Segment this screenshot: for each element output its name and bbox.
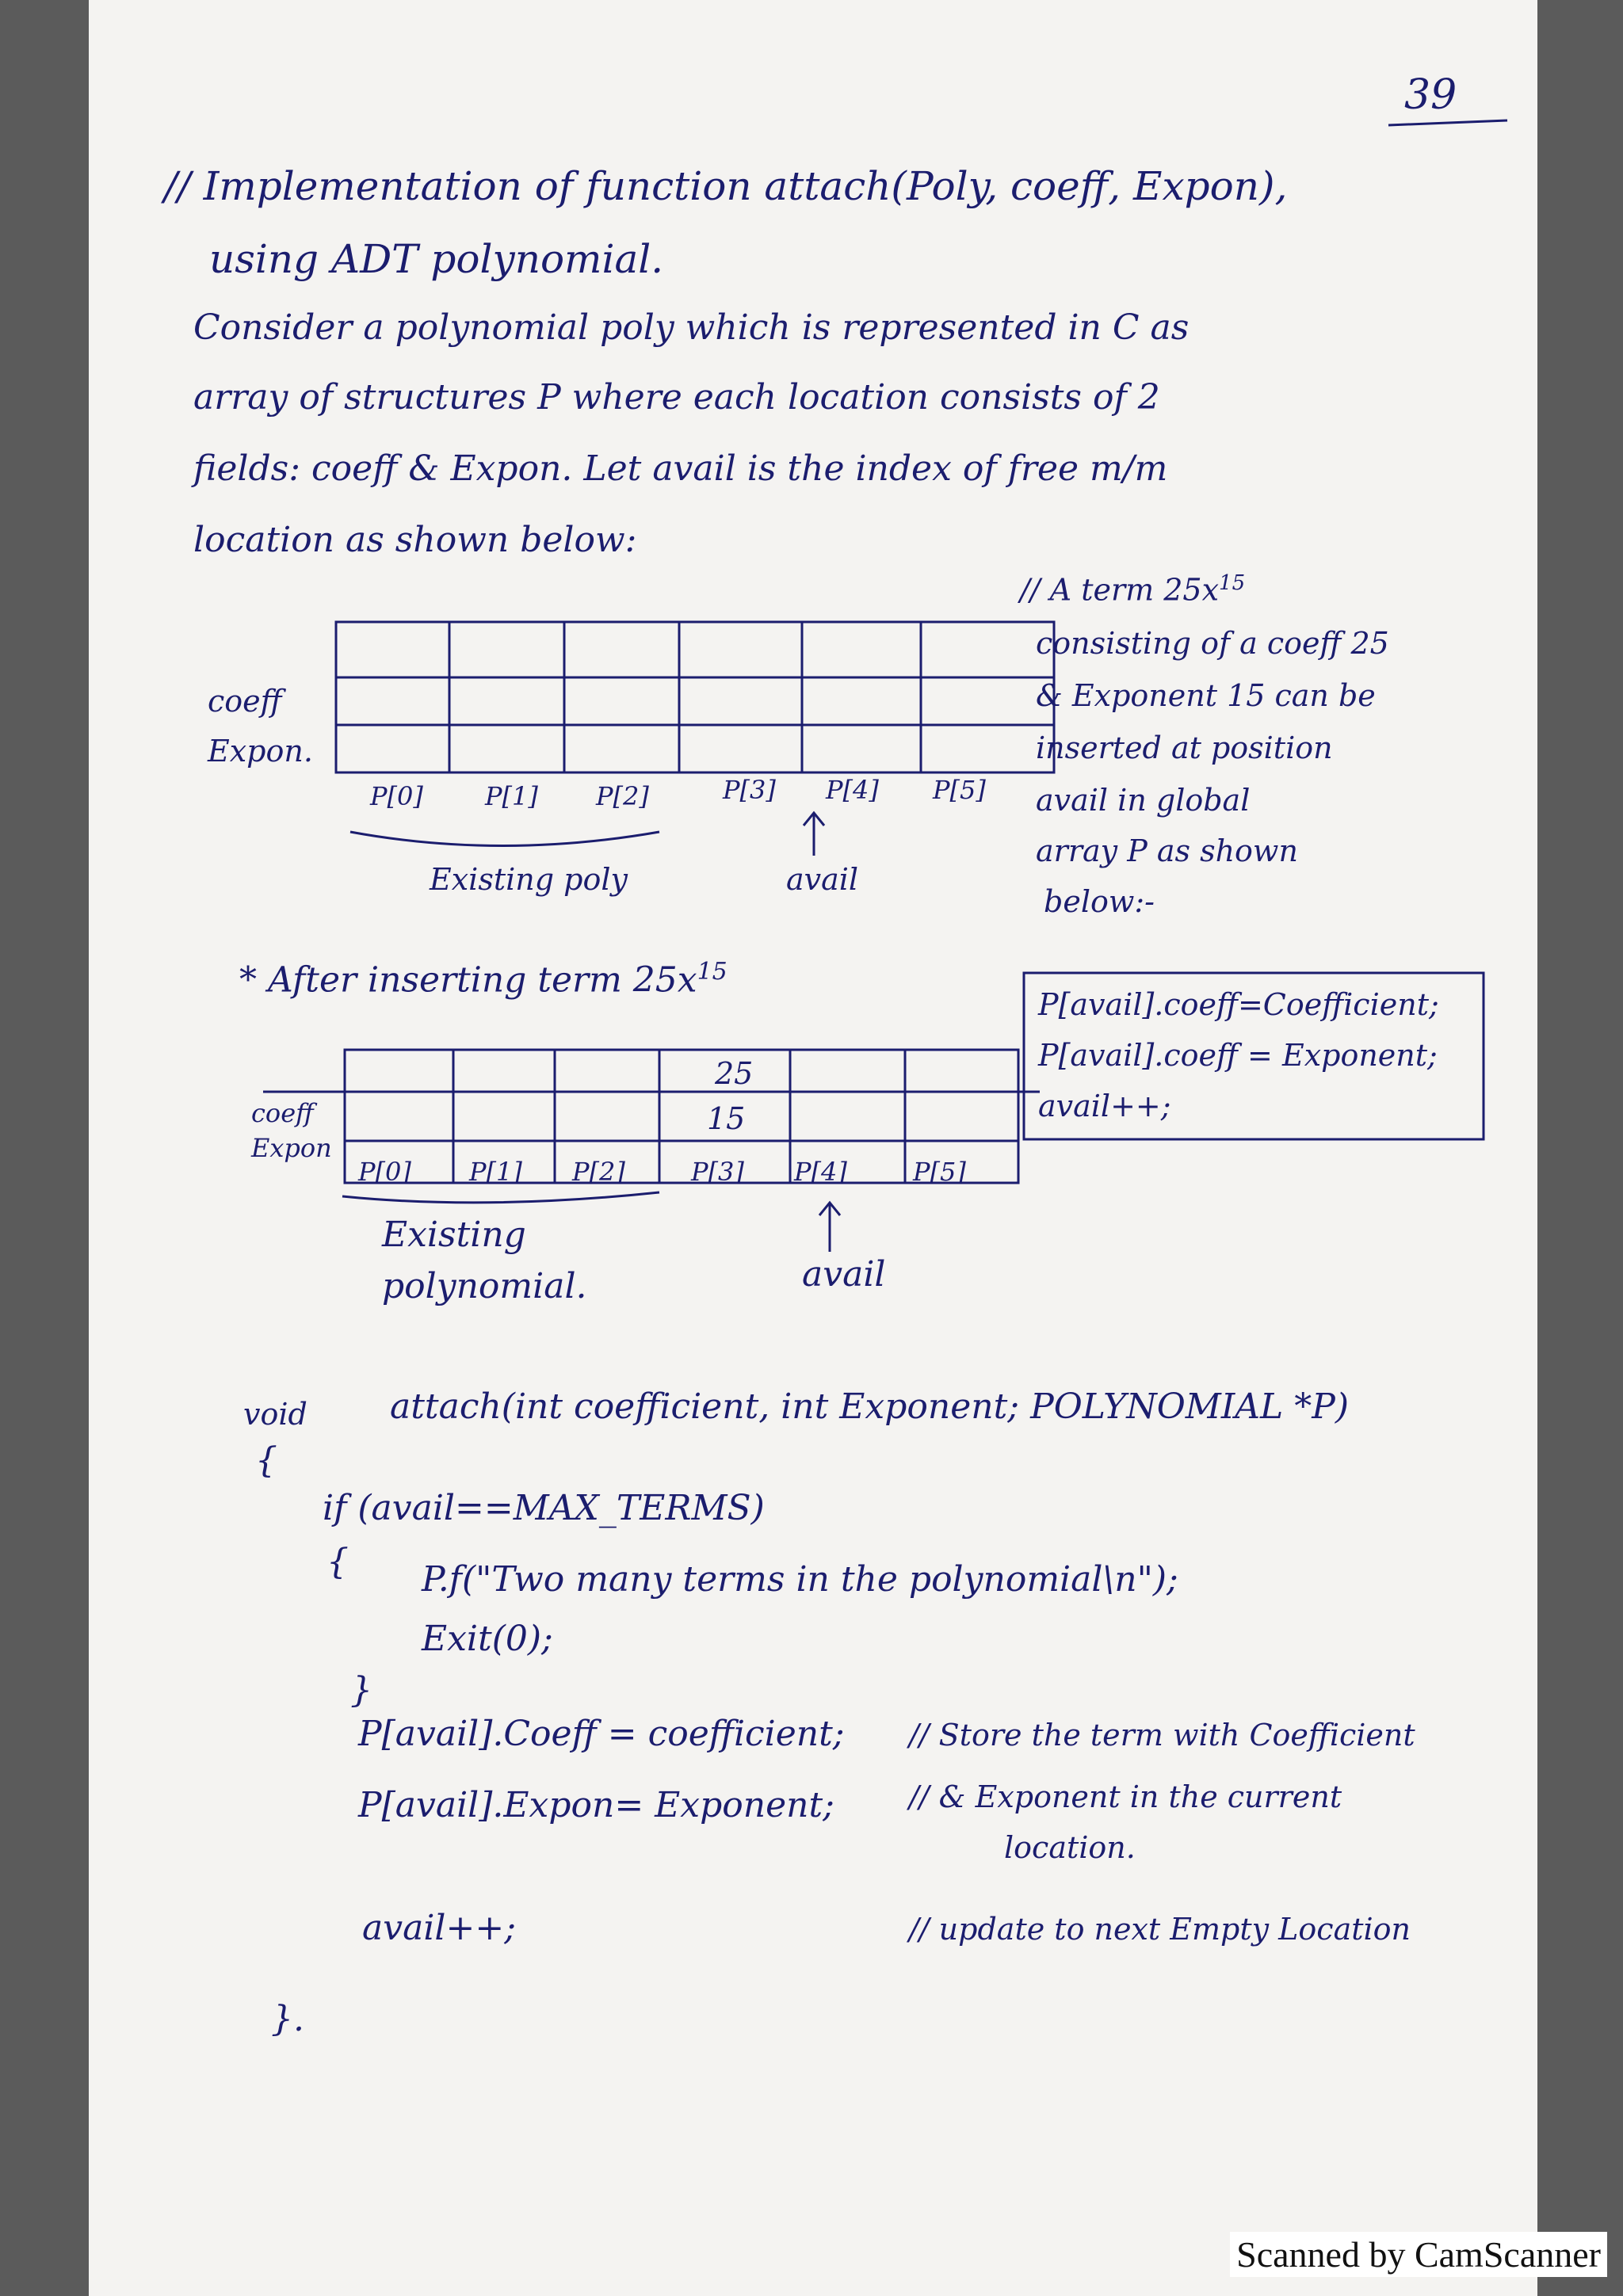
diagram1-cell-label-0: P[0] <box>370 781 423 811</box>
diagram2-table <box>263 1050 1040 1255</box>
side-note-line-7: below:- <box>1044 884 1155 919</box>
comment-store-term: // Store the term with Coefficient <box>909 1718 1415 1753</box>
diagram2-cell-label-2: P[2] <box>572 1157 625 1187</box>
code-open-brace: { <box>255 1440 277 1481</box>
intro-line-4: location as shown below: <box>193 520 637 560</box>
code-box-line-3: avail++; <box>1038 1089 1171 1123</box>
code-if-open-brace: { <box>327 1542 349 1582</box>
intro-line-3: fields: coeff & Expon. Let avail is the index of free m/m <box>193 448 1168 489</box>
diagram2-row-expon: Expon <box>251 1133 332 1163</box>
diagram1-cell-label-4: P[4] <box>826 775 879 805</box>
page-number: 39 <box>1404 71 1457 119</box>
diagram2-row-coeff: coeff <box>251 1098 314 1128</box>
diagram1-table <box>336 622 1054 856</box>
intro-line-2: array of structures P where each location consists of 2 <box>193 377 1160 418</box>
diagram1-cell-label-2: P[2] <box>596 781 649 811</box>
diagram1-row-coeff: coeff <box>208 684 282 719</box>
heading-line-2: using ADT polynomial. <box>209 236 664 282</box>
diagram2-existing-label-2: polynomial. <box>382 1266 587 1306</box>
code-exit-line: Exit(0); <box>422 1619 553 1659</box>
comment-exponent: // & Exponent in the current <box>909 1779 1342 1814</box>
after-inserting-heading: * After inserting term $25x^{15}$ <box>239 958 727 1001</box>
comment-location: location. <box>1004 1830 1136 1865</box>
code-assign-coeff: P[avail].Coeff = coefficient; <box>358 1714 845 1754</box>
diagram1-cell-label-3: P[3] <box>723 775 776 805</box>
code-box-line-2: P[avail].coeff = Exponent; <box>1038 1038 1438 1073</box>
diagram2-avail-label: avail <box>802 1254 886 1295</box>
code-increment: avail++; <box>362 1908 517 1948</box>
side-note-line-3: & Exponent 15 can be <box>1036 678 1376 713</box>
diagram1-cell-label-1: P[1] <box>485 781 538 811</box>
diagram2-existing-label-1: Existing <box>382 1215 526 1255</box>
code-close-brace: }. <box>271 1999 304 2039</box>
intro-line-1: Consider a polynomial poly which is represented in C as <box>193 307 1190 348</box>
diagram1-existing-label: Existing poly <box>430 862 628 897</box>
page-number-rule <box>1388 120 1507 125</box>
code-box-line-1: P[avail].coeff=Coefficient; <box>1038 987 1439 1022</box>
code-if-close-brace: } <box>350 1670 372 1711</box>
diagram2-cell-label-5: P[5] <box>913 1157 966 1187</box>
heading-line-1: // Implementation of function attach(Poly, coeff, Expon), <box>164 163 1288 209</box>
diagram2-cell-label-4: P[4] <box>794 1157 847 1187</box>
diagram2-cell-label-1: P[1] <box>469 1157 522 1187</box>
notebook-page <box>89 0 1537 2296</box>
side-note-line-2: consisting of a coeff 25 <box>1036 626 1389 661</box>
code-printf-line: P.f("Two many terms in the polynomial\n"); <box>422 1559 1178 1600</box>
comment-update: // update to next Empty Location <box>909 1912 1411 1947</box>
diagram2-cell-label-0: P[0] <box>358 1157 411 1187</box>
side-note-line-1: // A term $25x^{15}$ <box>1020 571 1246 608</box>
scanner-watermark: Scanned by CamScanner <box>1230 2232 1607 2277</box>
code-if-line: if (avail==MAX_TERMS) <box>323 1488 765 1528</box>
side-note-line-6: array P as shown <box>1036 833 1298 868</box>
diagram1-row-expon: Expon. <box>208 734 313 769</box>
code-assign-expon: P[avail].Expon= Exponent; <box>358 1785 834 1825</box>
diagram1-avail-label: avail <box>786 862 859 897</box>
diagram1-cell-label-5: P[5] <box>933 775 986 805</box>
side-note-line-4: inserted at position <box>1036 730 1333 765</box>
existing-brace <box>350 832 659 846</box>
side-note-line-5: avail in global <box>1036 783 1251 818</box>
code-signature: attach(int coefficient, int Exponent; POLYNOMIAL *P) <box>390 1386 1349 1427</box>
diagram2-cell-label-3: P[3] <box>691 1157 744 1187</box>
diagram2-expon-value: 15 <box>707 1101 746 1136</box>
code-void-keyword: void <box>243 1397 307 1432</box>
existing-brace-2 <box>342 1192 659 1203</box>
diagram2-coeff-value: 25 <box>715 1056 754 1091</box>
